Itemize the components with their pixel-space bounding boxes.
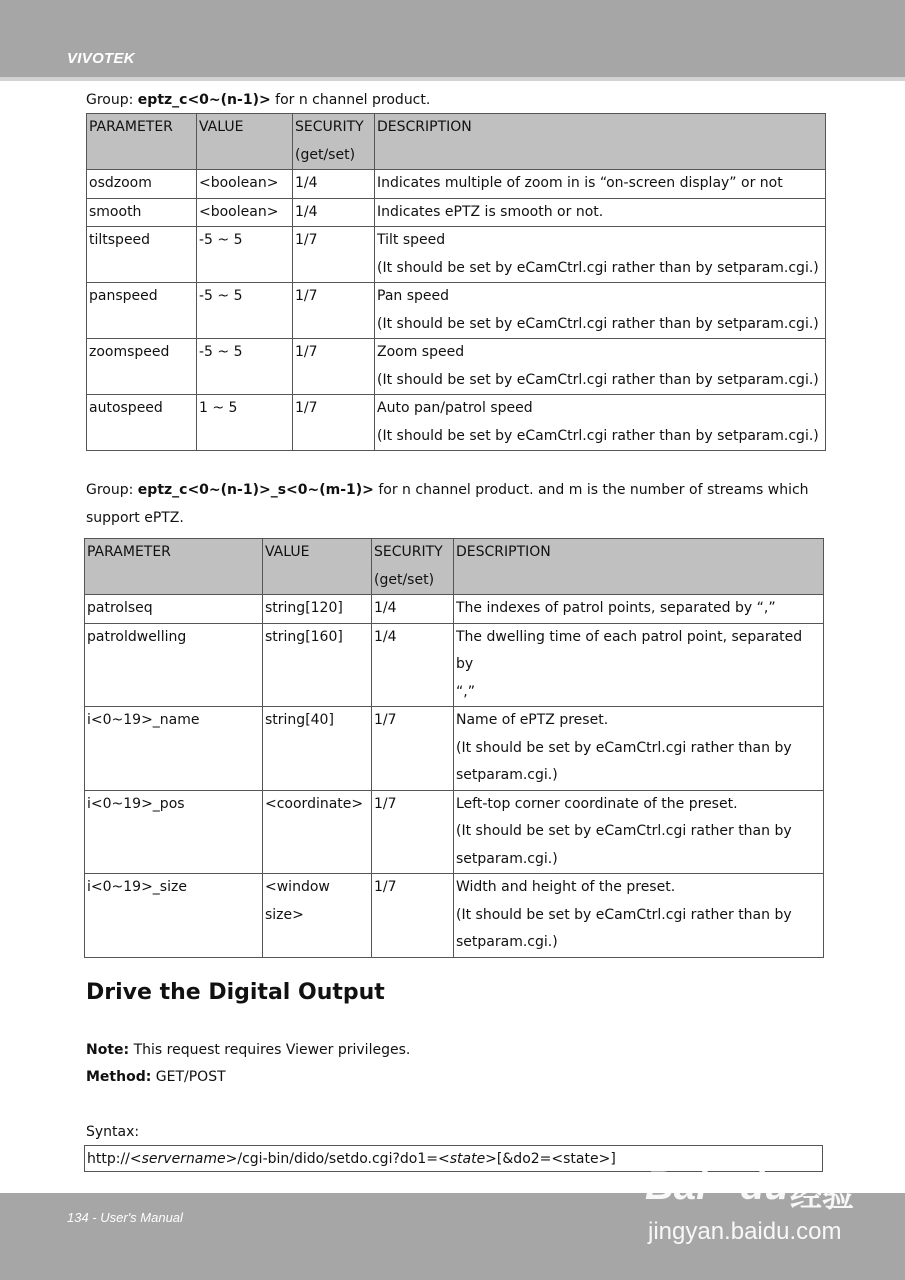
table-row xyxy=(85,790,824,874)
description-line: Zoom speed xyxy=(377,344,465,360)
description-cell xyxy=(375,170,826,199)
servername-placeholder: <servername> xyxy=(129,1151,238,1167)
description-line: (It should be set by eCamCtrl.cgi rather than by setparam.cgi.) xyxy=(377,259,819,276)
param-cell: patrolseq xyxy=(85,595,263,624)
value-cell: <boolean> xyxy=(197,170,293,199)
method-paragraph: Method: GET/POST xyxy=(86,1069,226,1085)
value-cell: -5 ~ 5 xyxy=(197,283,293,339)
description-line: The indexes of patrol points, separated by “,” xyxy=(456,600,776,616)
description-cell xyxy=(375,283,826,339)
table-row xyxy=(85,707,824,791)
description-line: (It should be set by eCamCtrl.cgi rather than by setparam.cgi.) xyxy=(377,315,819,332)
security-cell: 1/4 xyxy=(293,198,375,227)
param-cell: zoomspeed xyxy=(87,339,197,395)
description-line: “,” xyxy=(456,683,475,700)
table-row xyxy=(87,170,826,199)
param-cell: panspeed xyxy=(87,283,197,339)
col-security: SECURITY (get/set) xyxy=(372,539,454,595)
security-cell: 1/7 xyxy=(293,283,375,339)
group1-heading: Group: eptz_c<0~(n-1)> for n channel product. xyxy=(86,92,431,108)
table-row xyxy=(85,595,824,624)
description-cell xyxy=(375,198,826,227)
description-line: Pan speed xyxy=(377,288,450,304)
value-cell: 1 ~ 5 xyxy=(197,395,293,451)
value-cell: string[40] xyxy=(263,707,372,791)
description-cell xyxy=(454,595,824,624)
param-cell: osdzoom xyxy=(87,170,197,199)
col-security: SECURITY (get/set) xyxy=(293,114,375,170)
description-line: setparam.cgi.) xyxy=(456,850,558,867)
description-line: Indicates ePTZ is smooth or not. xyxy=(377,203,604,220)
col-parameter: PARAMETER xyxy=(87,114,197,170)
syntax-box: http://<servername>/cgi-bin/dido/setdo.cgi?do1=<state>[&do2=<state>] xyxy=(84,1145,823,1172)
description-line: The dwelling time of each patrol point, separated by xyxy=(456,628,803,672)
group1-name: eptz_c<0~(n-1)> xyxy=(137,92,271,108)
security-cell: 1/7 xyxy=(372,874,454,958)
security-cell: 1/4 xyxy=(293,170,375,199)
description-cell xyxy=(454,790,824,874)
table-row xyxy=(87,227,826,283)
description-line: (It should be set by eCamCtrl.cgi rather than by xyxy=(456,739,792,756)
table-row xyxy=(85,874,824,958)
value-cell: string[120] xyxy=(263,595,372,624)
table-header-row xyxy=(85,539,824,595)
value-cell: <boolean> xyxy=(197,198,293,227)
brand-logo: VIVOTEK xyxy=(67,50,135,67)
page-number: 134 - User's Manual xyxy=(67,1210,183,1225)
param-cell: i<0~19>_size xyxy=(85,874,263,958)
watermark-url: jingyan.baidu.com xyxy=(648,1218,842,1245)
col-value: VALUE xyxy=(197,114,293,170)
description-line: Left-top corner coordinate of the preset. xyxy=(456,795,738,812)
group2-table xyxy=(84,538,824,958)
description-line: Auto pan/patrol speed xyxy=(377,400,533,416)
table-header-row xyxy=(87,114,826,170)
description-line: (It should be set by eCamCtrl.cgi rather than by setparam.cgi.) xyxy=(377,371,819,388)
security-cell: 1/7 xyxy=(293,395,375,451)
paw-icon: ● xyxy=(716,1162,735,1195)
description-line: setparam.cgi.) xyxy=(456,767,558,783)
description-line: Tilt speed xyxy=(377,232,446,248)
table-row xyxy=(87,198,826,227)
syntax-label: Syntax: xyxy=(86,1124,140,1140)
value-cell: -5 ~ 5 xyxy=(197,339,293,395)
security-cell: 1/7 xyxy=(293,227,375,283)
header-divider xyxy=(0,77,905,81)
watermark-cn: 经验 xyxy=(790,1176,855,1214)
section-title: Drive the Digital Output xyxy=(86,980,385,1005)
group1-table xyxy=(86,113,826,451)
security-cell: 1/7 xyxy=(372,707,454,791)
col-value: VALUE xyxy=(263,539,372,595)
security-cell: 1/7 xyxy=(372,790,454,874)
note-paragraph: Note: This request requires Viewer privileges. xyxy=(86,1042,411,1058)
param-cell: smooth xyxy=(87,198,197,227)
page-header-band xyxy=(0,0,905,77)
security-cell: 1/4 xyxy=(372,623,454,707)
param-cell: autospeed xyxy=(87,395,197,451)
security-cell: 1/4 xyxy=(372,595,454,624)
param-cell: tiltspeed xyxy=(87,227,197,283)
group2-heading: Group: eptz_c<0~(n-1)>_s<0~(m-1)> for n channel product. and m is the number of streams which support ePTZ. xyxy=(86,482,809,526)
table-row xyxy=(87,283,826,339)
watermark-logo2: du xyxy=(740,1164,789,1208)
description-line: Indicates multiple of zoom in is “on-screen display” or not xyxy=(377,175,783,191)
description-line: Name of ePTZ preset. xyxy=(456,712,609,728)
description-cell xyxy=(454,874,824,958)
col-description: DESCRIPTION xyxy=(375,114,826,170)
param-cell: i<0~19>_name xyxy=(85,707,263,791)
param-cell: patroldwelling xyxy=(85,623,263,707)
group2-name: eptz_c<0~(n-1)>_s<0~(m-1)> xyxy=(137,482,374,498)
value-cell: string[160] xyxy=(263,623,372,707)
description-cell xyxy=(454,623,824,707)
col-parameter: PARAMETER xyxy=(85,539,263,595)
description-line: (It should be set by eCamCtrl.cgi rather than by xyxy=(456,823,792,839)
description-cell xyxy=(375,339,826,395)
table-row xyxy=(87,395,826,451)
description-cell xyxy=(454,707,824,791)
description-line: setparam.cgi.) xyxy=(456,934,558,950)
description-cell xyxy=(375,227,826,283)
param-cell: i<0~19>_pos xyxy=(85,790,263,874)
table-row xyxy=(87,339,826,395)
state-placeholder: <state> xyxy=(437,1151,497,1167)
col-description: DESCRIPTION xyxy=(454,539,824,595)
description-cell xyxy=(375,395,826,451)
value-cell: <coordinate> xyxy=(263,790,372,874)
value-cell: -5 ~ 5 xyxy=(197,227,293,283)
baidu-watermark xyxy=(640,1162,860,1272)
description-line: (It should be set by eCamCtrl.cgi rather than by xyxy=(456,906,792,923)
table-row xyxy=(85,623,824,707)
description-line: (It should be set by eCamCtrl.cgi rather than by setparam.cgi.) xyxy=(377,427,819,444)
value-cell: <window size> xyxy=(263,874,372,958)
security-cell: 1/7 xyxy=(293,339,375,395)
watermark-logo: Bai xyxy=(645,1164,708,1208)
description-line: Width and height of the preset. xyxy=(456,879,676,895)
